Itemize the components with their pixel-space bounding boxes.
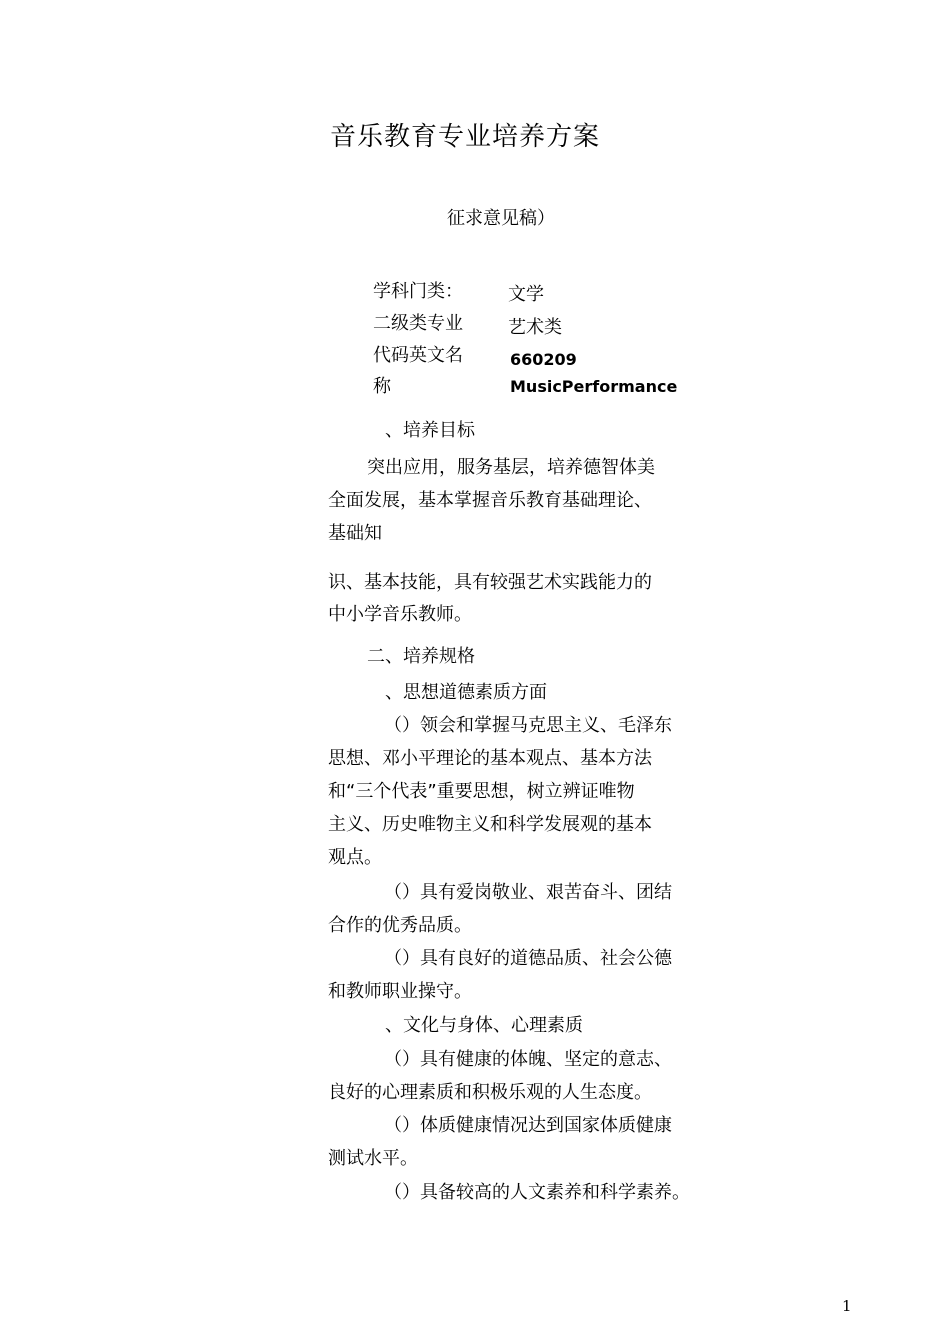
subsection-heading: 、文化与身体、心理素质 xyxy=(385,1015,583,1036)
paragraph-line: 良好的心理素质和积极乐观的人生态度。 xyxy=(328,1082,652,1103)
paragraph-line: 观点。 xyxy=(328,847,382,868)
paragraph-line: 主义、历史唯物主义和科学发展观的基本 xyxy=(328,814,652,835)
document-subtitle: 征求意见稿） xyxy=(447,208,555,229)
meta-value: 文学 xyxy=(508,284,544,305)
paragraph-line: （）领会和掌握马克思主义、毛泽东 xyxy=(384,715,672,736)
meta-label: 称 xyxy=(373,376,391,397)
paragraph-line: 和教师职业操守。 xyxy=(328,981,472,1002)
page-number: 1 xyxy=(842,1297,852,1315)
paragraph-line: 和“三个代表”重要思想，树立辨证唯物 xyxy=(328,781,635,802)
document-title: 音乐教育专业培养方案 xyxy=(330,122,601,152)
paragraph-line: （）具备较高的人文素养和科学素养。 xyxy=(384,1182,690,1203)
paragraph-line: 识、基本技能，具有较强艺术实践能力的 xyxy=(328,572,652,593)
paragraph-line: 中小学音乐教师。 xyxy=(328,604,472,625)
section-heading: 、培养目标 xyxy=(385,420,475,441)
paragraph-line: 基础知 xyxy=(328,523,382,544)
paragraph-line: （）具有良好的道德品质、社会公德 xyxy=(384,948,672,969)
meta-label: 代码英文名 xyxy=(373,345,463,366)
paragraph-line: 突出应用，服务基层，培养德智体美 xyxy=(367,457,655,478)
subsection-heading: 、思想道德素质方面 xyxy=(385,682,547,703)
meta-value: MusicPerformance xyxy=(510,377,678,396)
paragraph-line: 思想、邓小平理论的基本观点、基本方法 xyxy=(328,748,652,769)
paragraph-line: 全面发展，基本掌握音乐教育基础理论、 xyxy=(328,490,652,511)
section-heading: 二、培养规格 xyxy=(367,646,475,667)
paragraph-line: （）具有爱岗敬业、艰苦奋斗、团结 xyxy=(384,882,672,903)
meta-value: 660209 xyxy=(510,350,577,369)
paragraph-line: （）体质健康情况达到国家体质健康 xyxy=(384,1115,672,1136)
meta-label: 学科门类： xyxy=(373,281,463,302)
paragraph-line: 测试水平。 xyxy=(328,1148,418,1169)
paragraph-line: （）具有健康的体魄、坚定的意志、 xyxy=(384,1049,672,1070)
paragraph-line: 合作的优秀品质。 xyxy=(328,915,472,936)
meta-label: 二级类专业 xyxy=(373,313,463,334)
meta-value: 艺术类 xyxy=(508,317,562,338)
